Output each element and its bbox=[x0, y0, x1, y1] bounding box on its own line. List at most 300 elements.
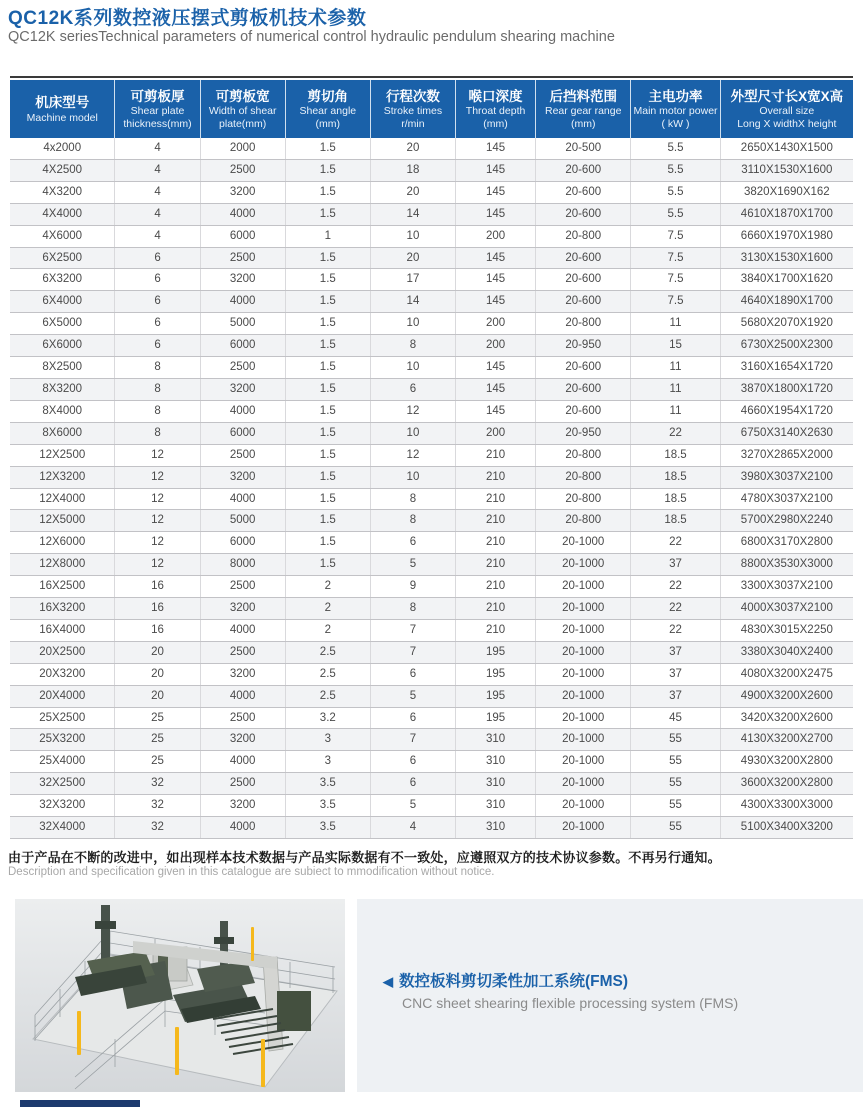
table-cell: 8 bbox=[115, 378, 200, 400]
table-cell: 5 bbox=[370, 795, 455, 817]
table-cell: 6000 bbox=[200, 225, 285, 247]
table-cell: 16 bbox=[115, 598, 200, 620]
table-cell: 20 bbox=[370, 181, 455, 203]
table-cell: 37 bbox=[631, 663, 720, 685]
table-cell: 2000 bbox=[200, 138, 285, 159]
fms-subtitle: CNC sheet shearing flexible processing system (FMS) bbox=[402, 995, 739, 1011]
table-cell: 6 bbox=[115, 313, 200, 335]
table-cell: 22 bbox=[631, 422, 720, 444]
table-cell: 55 bbox=[631, 817, 720, 839]
table-cell: 4000 bbox=[200, 685, 285, 707]
table-cell: 10 bbox=[370, 422, 455, 444]
table-cell: 3980X3037X2100 bbox=[720, 466, 853, 488]
table-cell: 3110X1530X1600 bbox=[720, 159, 853, 181]
table-cell: 145 bbox=[456, 203, 536, 225]
table-cell: 20-1000 bbox=[536, 576, 631, 598]
table-cell: 7 bbox=[370, 619, 455, 641]
table-cell: 12X8000 bbox=[10, 554, 115, 576]
table-cell: 1.5 bbox=[285, 291, 370, 313]
table-cell: 10 bbox=[370, 225, 455, 247]
table-cell: 2.5 bbox=[285, 663, 370, 685]
table-cell: 3200 bbox=[200, 729, 285, 751]
table-cell: 22 bbox=[631, 619, 720, 641]
table-cell: 1.5 bbox=[285, 400, 370, 422]
table-cell: 6660X1970X1980 bbox=[720, 225, 853, 247]
table-cell: 9 bbox=[370, 576, 455, 598]
table-cell: 8X4000 bbox=[10, 400, 115, 422]
table-cell: 4000 bbox=[200, 400, 285, 422]
table-cell: 145 bbox=[456, 181, 536, 203]
column-header: 行程次数 Stroke times r/min bbox=[370, 80, 455, 138]
table-cell: 12X4000 bbox=[10, 488, 115, 510]
disclaimer-cn: 由于产品在不断的改进中，如出现样本技术数据与产品实际数据有不一致处，应遵照双方的技术协议参数。不再另行通知。 bbox=[8, 850, 721, 865]
table-cell: 37 bbox=[631, 641, 720, 663]
spec-table-body bbox=[10, 138, 853, 839]
table-cell: 6 bbox=[370, 773, 455, 795]
table-cell: 2.5 bbox=[285, 685, 370, 707]
disclaimer-en: Description and specification given in this catalogue are subiect to mmodification without notice. bbox=[8, 866, 495, 878]
column-header: 喉口深度 Throat depth (mm) bbox=[456, 80, 536, 138]
table-cell: 20-800 bbox=[536, 313, 631, 335]
table-cell: 20-800 bbox=[536, 510, 631, 532]
table-cell: 4780X3037X2100 bbox=[720, 488, 853, 510]
table-cell: 3300X3037X2100 bbox=[720, 576, 853, 598]
machine-photo bbox=[15, 899, 345, 1092]
table-cell: 4000 bbox=[200, 291, 285, 313]
table-cell: 145 bbox=[456, 138, 536, 159]
table-cell: 12 bbox=[115, 554, 200, 576]
table-cell: 3820X1690X162 bbox=[720, 181, 853, 203]
table-cell: 7.5 bbox=[631, 269, 720, 291]
table-cell: 4000 bbox=[200, 488, 285, 510]
table-cell: 2500 bbox=[200, 247, 285, 269]
table-cell: 6 bbox=[115, 269, 200, 291]
table-cell: 4 bbox=[115, 138, 200, 159]
table-cell: 200 bbox=[456, 225, 536, 247]
table-cell: 5.5 bbox=[631, 138, 720, 159]
table-cell: 6000 bbox=[200, 532, 285, 554]
table-row bbox=[10, 532, 853, 554]
table-cell: 20 bbox=[115, 663, 200, 685]
table-cell: 2.5 bbox=[285, 641, 370, 663]
table-cell: 55 bbox=[631, 795, 720, 817]
table-cell: 310 bbox=[456, 729, 536, 751]
table-cell: 4000 bbox=[200, 817, 285, 839]
table-cell: 210 bbox=[456, 444, 536, 466]
table-cell: 20-600 bbox=[536, 247, 631, 269]
table-cell: 18.5 bbox=[631, 488, 720, 510]
table-row bbox=[10, 138, 853, 159]
table-cell: 1.5 bbox=[285, 181, 370, 203]
table-cell: 37 bbox=[631, 554, 720, 576]
table-cell: 20-600 bbox=[536, 181, 631, 203]
table-cell: 210 bbox=[456, 576, 536, 598]
table-cell: 20X2500 bbox=[10, 641, 115, 663]
table-cell: 12X5000 bbox=[10, 510, 115, 532]
table-cell: 2500 bbox=[200, 576, 285, 598]
table-cell: 16X4000 bbox=[10, 619, 115, 641]
table-row bbox=[10, 488, 853, 510]
table-cell: 12X3200 bbox=[10, 466, 115, 488]
table-cell: 45 bbox=[631, 707, 720, 729]
table-cell: 20-1000 bbox=[536, 532, 631, 554]
table-cell: 12 bbox=[115, 444, 200, 466]
table-cell: 3200 bbox=[200, 663, 285, 685]
table-cell: 210 bbox=[456, 554, 536, 576]
table-cell: 8 bbox=[370, 335, 455, 357]
table-cell: 145 bbox=[456, 159, 536, 181]
table-cell: 310 bbox=[456, 795, 536, 817]
table-row bbox=[10, 619, 853, 641]
table-cell: 4x2000 bbox=[10, 138, 115, 159]
table-cell: 12 bbox=[370, 400, 455, 422]
table-row bbox=[10, 291, 853, 313]
table-cell: 20X4000 bbox=[10, 685, 115, 707]
table-cell: 37 bbox=[631, 685, 720, 707]
table-row bbox=[10, 685, 853, 707]
table-cell: 3840X1700X1620 bbox=[720, 269, 853, 291]
table-cell: 12 bbox=[370, 444, 455, 466]
spec-table bbox=[10, 76, 853, 839]
table-cell: 12X6000 bbox=[10, 532, 115, 554]
table-row bbox=[10, 444, 853, 466]
table-cell: 8 bbox=[370, 510, 455, 532]
footer-accent-bar bbox=[20, 1100, 140, 1107]
table-cell: 20-1000 bbox=[536, 598, 631, 620]
table-cell: 6X6000 bbox=[10, 335, 115, 357]
table-cell: 20-1000 bbox=[536, 817, 631, 839]
fms-title bbox=[383, 969, 628, 991]
table-cell: 20-600 bbox=[536, 400, 631, 422]
table-cell: 15 bbox=[631, 335, 720, 357]
table-cell: 8X2500 bbox=[10, 357, 115, 379]
table-cell: 12 bbox=[115, 510, 200, 532]
table-cell: 20-1000 bbox=[536, 619, 631, 641]
page-title: QC12K系列数控液压摆式剪板机技术参数 bbox=[8, 8, 367, 29]
table-cell: 6750X3140X2630 bbox=[720, 422, 853, 444]
table-cell: 3.5 bbox=[285, 773, 370, 795]
table-cell: 4X3200 bbox=[10, 181, 115, 203]
table-row bbox=[10, 510, 853, 532]
table-cell: 6X4000 bbox=[10, 291, 115, 313]
table-cell: 2500 bbox=[200, 641, 285, 663]
table-cell: 4080X3200X2475 bbox=[720, 663, 853, 685]
table-cell: 32 bbox=[115, 817, 200, 839]
table-cell: 3870X1800X1720 bbox=[720, 378, 853, 400]
table-cell: 12 bbox=[115, 532, 200, 554]
table-cell: 8X3200 bbox=[10, 378, 115, 400]
table-cell: 3200 bbox=[200, 378, 285, 400]
table-cell: 20 bbox=[370, 138, 455, 159]
table-cell: 7.5 bbox=[631, 247, 720, 269]
table-cell: 3160X1654X1720 bbox=[720, 357, 853, 379]
table-row bbox=[10, 313, 853, 335]
table-cell: 4000 bbox=[200, 203, 285, 225]
table-cell: 20-1000 bbox=[536, 707, 631, 729]
table-cell: 10 bbox=[370, 466, 455, 488]
table-row bbox=[10, 641, 853, 663]
table-cell: 20-1000 bbox=[536, 773, 631, 795]
table-cell: 4X2500 bbox=[10, 159, 115, 181]
table-cell: 4610X1870X1700 bbox=[720, 203, 853, 225]
table-cell: 3380X3040X2400 bbox=[720, 641, 853, 663]
table-cell: 195 bbox=[456, 663, 536, 685]
table-cell: 145 bbox=[456, 400, 536, 422]
table-cell: 1 bbox=[285, 225, 370, 247]
table-cell: 17 bbox=[370, 269, 455, 291]
table-cell: 25X4000 bbox=[10, 751, 115, 773]
table-cell: 210 bbox=[456, 532, 536, 554]
table-cell: 3200 bbox=[200, 466, 285, 488]
table-cell: 1.5 bbox=[285, 159, 370, 181]
table-cell: 1.5 bbox=[285, 313, 370, 335]
table-cell: 210 bbox=[456, 510, 536, 532]
table-row bbox=[10, 357, 853, 379]
table-cell: 1.5 bbox=[285, 357, 370, 379]
table-cell: 1.5 bbox=[285, 335, 370, 357]
table-cell: 18 bbox=[370, 159, 455, 181]
table-cell: 20-600 bbox=[536, 203, 631, 225]
table-cell: 4X4000 bbox=[10, 203, 115, 225]
table-cell: 6 bbox=[115, 335, 200, 357]
table-cell: 310 bbox=[456, 773, 536, 795]
table-cell: 2 bbox=[285, 619, 370, 641]
table-cell: 4930X3200X2800 bbox=[720, 751, 853, 773]
table-cell: 55 bbox=[631, 751, 720, 773]
table-row bbox=[10, 729, 853, 751]
table-cell: 25X3200 bbox=[10, 729, 115, 751]
table-cell: 4300X3300X3000 bbox=[720, 795, 853, 817]
table-cell: 20-1000 bbox=[536, 685, 631, 707]
table-row bbox=[10, 795, 853, 817]
table-cell: 310 bbox=[456, 817, 536, 839]
table-cell: 7 bbox=[370, 641, 455, 663]
table-cell: 1.5 bbox=[285, 444, 370, 466]
table-cell: 4130X3200X2700 bbox=[720, 729, 853, 751]
left-triangle-icon: ◀ bbox=[383, 974, 393, 989]
table-cell: 3270X2865X2000 bbox=[720, 444, 853, 466]
table-cell: 210 bbox=[456, 466, 536, 488]
table-cell: 16X3200 bbox=[10, 598, 115, 620]
table-cell: 3130X1530X1600 bbox=[720, 247, 853, 269]
table-cell: 25 bbox=[115, 751, 200, 773]
table-cell: 3200 bbox=[200, 795, 285, 817]
table-row bbox=[10, 378, 853, 400]
table-cell: 4 bbox=[115, 159, 200, 181]
table-cell: 6X2500 bbox=[10, 247, 115, 269]
table-cell: 12 bbox=[115, 488, 200, 510]
table-cell: 8800X3530X3000 bbox=[720, 554, 853, 576]
table-cell: 3.2 bbox=[285, 707, 370, 729]
table-cell: 5 bbox=[370, 685, 455, 707]
table-row bbox=[10, 422, 853, 444]
table-cell: 7 bbox=[370, 729, 455, 751]
table-cell: 12X2500 bbox=[10, 444, 115, 466]
table-cell: 32X2500 bbox=[10, 773, 115, 795]
table-cell: 11 bbox=[631, 400, 720, 422]
table-cell: 18.5 bbox=[631, 444, 720, 466]
table-cell: 4 bbox=[370, 817, 455, 839]
table-cell: 4X6000 bbox=[10, 225, 115, 247]
table-row bbox=[10, 203, 853, 225]
table-cell: 20-500 bbox=[536, 138, 631, 159]
table-row bbox=[10, 576, 853, 598]
table-cell: 14 bbox=[370, 203, 455, 225]
column-header: 可剪板宽 Width of shear plate(mm) bbox=[200, 80, 285, 138]
table-cell: 6800X3170X2800 bbox=[720, 532, 853, 554]
table-cell: 22 bbox=[631, 598, 720, 620]
table-cell: 8X6000 bbox=[10, 422, 115, 444]
table-cell: 20-600 bbox=[536, 378, 631, 400]
table-cell: 10 bbox=[370, 313, 455, 335]
table-cell: 20-600 bbox=[536, 269, 631, 291]
table-cell: 20-800 bbox=[536, 444, 631, 466]
column-header: 主电功率 Main motor power ( kW ) bbox=[631, 80, 720, 138]
table-cell: 32X3200 bbox=[10, 795, 115, 817]
table-cell: 7.5 bbox=[631, 225, 720, 247]
table-row bbox=[10, 554, 853, 576]
table-row bbox=[10, 817, 853, 839]
table-cell: 4640X1890X1700 bbox=[720, 291, 853, 313]
table-cell: 32 bbox=[115, 795, 200, 817]
spec-table-header bbox=[10, 80, 853, 138]
table-cell: 20-800 bbox=[536, 488, 631, 510]
table-row bbox=[10, 707, 853, 729]
table-cell: 200 bbox=[456, 335, 536, 357]
table-row bbox=[10, 598, 853, 620]
column-header: 剪切角 Shear angle (mm) bbox=[285, 80, 370, 138]
table-cell: 4 bbox=[115, 181, 200, 203]
table-cell: 25 bbox=[115, 729, 200, 751]
table-cell: 18.5 bbox=[631, 510, 720, 532]
table-cell: 2500 bbox=[200, 159, 285, 181]
table-cell: 145 bbox=[456, 269, 536, 291]
table-cell: 20-1000 bbox=[536, 641, 631, 663]
table-cell: 2 bbox=[285, 598, 370, 620]
table-cell: 6X3200 bbox=[10, 269, 115, 291]
column-header: 可剪板厚 Shear plate thickness(mm) bbox=[115, 80, 200, 138]
table-cell: 22 bbox=[631, 576, 720, 598]
table-cell: 145 bbox=[456, 247, 536, 269]
table-cell: 25X2500 bbox=[10, 707, 115, 729]
header-row bbox=[10, 80, 853, 138]
table-cell: 16 bbox=[115, 576, 200, 598]
table-cell: 4830X3015X2250 bbox=[720, 619, 853, 641]
table-cell: 6 bbox=[370, 532, 455, 554]
table-cell: 14 bbox=[370, 291, 455, 313]
table-cell: 3420X3200X2600 bbox=[720, 707, 853, 729]
table-cell: 20-600 bbox=[536, 159, 631, 181]
table-cell: 145 bbox=[456, 378, 536, 400]
table-cell: 200 bbox=[456, 313, 536, 335]
table-row bbox=[10, 466, 853, 488]
table-cell: 20X3200 bbox=[10, 663, 115, 685]
table-cell: 195 bbox=[456, 685, 536, 707]
table-cell: 210 bbox=[456, 619, 536, 641]
table-cell: 6 bbox=[370, 707, 455, 729]
table-row bbox=[10, 751, 853, 773]
table-row bbox=[10, 269, 853, 291]
table-cell: 4660X1954X1720 bbox=[720, 400, 853, 422]
table-cell: 11 bbox=[631, 357, 720, 379]
table-cell: 2500 bbox=[200, 707, 285, 729]
table-row bbox=[10, 247, 853, 269]
table-cell: 6 bbox=[370, 751, 455, 773]
table-cell: 3.5 bbox=[285, 817, 370, 839]
table-cell: 3 bbox=[285, 729, 370, 751]
table-row bbox=[10, 400, 853, 422]
table-cell: 20-800 bbox=[536, 466, 631, 488]
table-cell: 3.5 bbox=[285, 795, 370, 817]
table-cell: 20 bbox=[370, 247, 455, 269]
table-cell: 8 bbox=[115, 422, 200, 444]
table-cell: 12 bbox=[115, 466, 200, 488]
table-cell: 5.5 bbox=[631, 203, 720, 225]
table-cell: 6 bbox=[370, 663, 455, 685]
table-cell: 20-1000 bbox=[536, 751, 631, 773]
table-cell: 195 bbox=[456, 641, 536, 663]
table-cell: 5000 bbox=[200, 510, 285, 532]
table-cell: 10 bbox=[370, 357, 455, 379]
table-cell: 32 bbox=[115, 773, 200, 795]
table-cell: 5.5 bbox=[631, 181, 720, 203]
table-row bbox=[10, 225, 853, 247]
table-cell: 20-950 bbox=[536, 422, 631, 444]
table-cell: 20-600 bbox=[536, 291, 631, 313]
table-cell: 8 bbox=[370, 598, 455, 620]
column-header: 后挡料范围 Rear gear range (mm) bbox=[536, 80, 631, 138]
table-cell: 4000 bbox=[200, 751, 285, 773]
table-cell: 6000 bbox=[200, 422, 285, 444]
column-header: 外型尺寸长X宽X高 Overall size Long X widthX height bbox=[720, 80, 853, 138]
table-cell: 11 bbox=[631, 313, 720, 335]
fms-panel bbox=[357, 899, 863, 1092]
table-cell: 20-1000 bbox=[536, 663, 631, 685]
table-cell: 55 bbox=[631, 729, 720, 751]
table-cell: 16 bbox=[115, 619, 200, 641]
table-cell: 4 bbox=[115, 225, 200, 247]
table-cell: 6 bbox=[115, 291, 200, 313]
table-cell: 210 bbox=[456, 598, 536, 620]
table-cell: 1.5 bbox=[285, 554, 370, 576]
table-cell: 145 bbox=[456, 291, 536, 313]
table-cell: 1.5 bbox=[285, 378, 370, 400]
table-cell: 3 bbox=[285, 751, 370, 773]
table-cell: 145 bbox=[456, 357, 536, 379]
table-cell: 5 bbox=[370, 554, 455, 576]
table-cell: 8000 bbox=[200, 554, 285, 576]
table-cell: 5000 bbox=[200, 313, 285, 335]
table-cell: 20-800 bbox=[536, 225, 631, 247]
table-cell: 5700X2980X2240 bbox=[720, 510, 853, 532]
table-cell: 1.5 bbox=[285, 247, 370, 269]
table-row bbox=[10, 773, 853, 795]
table-cell: 2650X1430X1500 bbox=[720, 138, 853, 159]
table-cell: 1.5 bbox=[285, 532, 370, 554]
table-cell: 6000 bbox=[200, 335, 285, 357]
table-cell: 20-1000 bbox=[536, 795, 631, 817]
table-cell: 2500 bbox=[200, 444, 285, 466]
table-cell: 2500 bbox=[200, 357, 285, 379]
table-cell: 6 bbox=[115, 247, 200, 269]
table-cell: 4000X3037X2100 bbox=[720, 598, 853, 620]
table-cell: 20-1000 bbox=[536, 729, 631, 751]
table-cell: 2 bbox=[285, 576, 370, 598]
table-cell: 3200 bbox=[200, 269, 285, 291]
table-cell: 20-600 bbox=[536, 357, 631, 379]
table-cell: 1.5 bbox=[285, 466, 370, 488]
column-header: 机床型号 Machine model bbox=[10, 80, 115, 138]
